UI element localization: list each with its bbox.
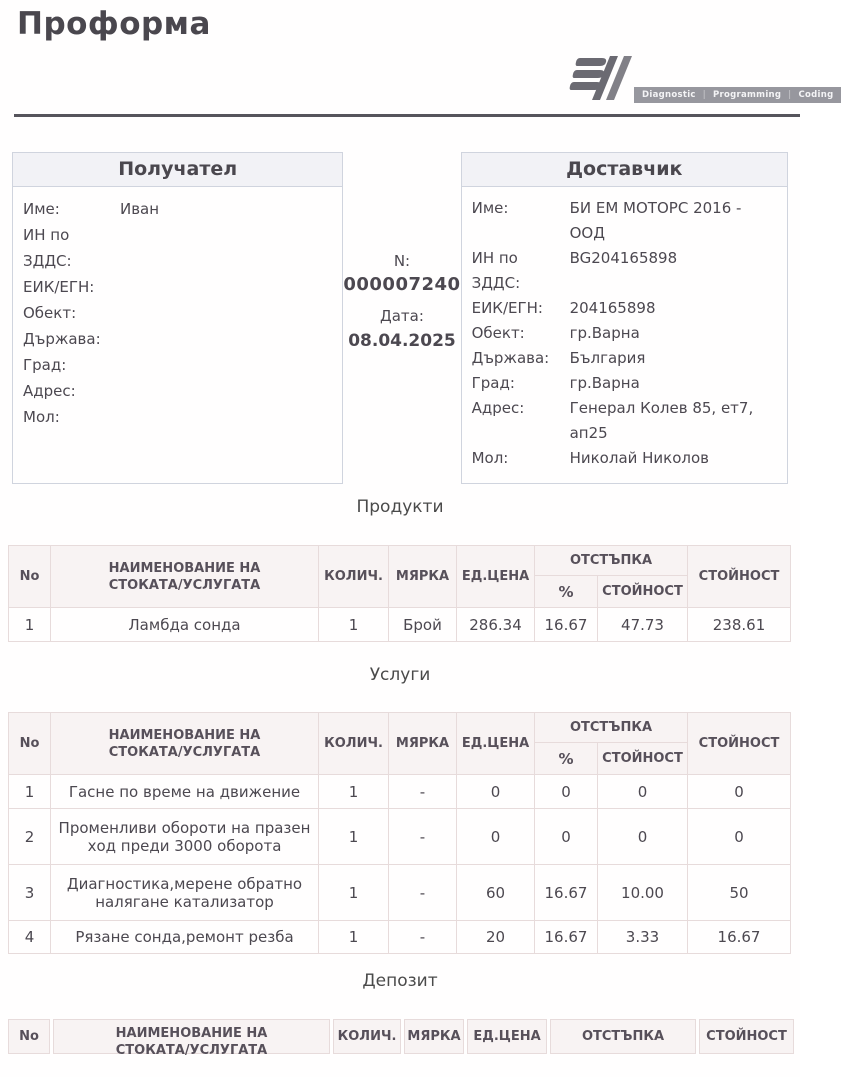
col-unit-label: МЯРКА bbox=[407, 1029, 461, 1044]
cell-price: 60 bbox=[457, 865, 535, 921]
cell-total: 50 bbox=[688, 865, 791, 921]
supplier-fields bbox=[462, 187, 787, 483]
col-name-line1: НАИМЕНОВАНИЕ НА bbox=[108, 727, 261, 743]
field-label: Мол: bbox=[23, 408, 60, 426]
field-label: Държава: bbox=[471, 349, 550, 367]
field-value: гр.Варна bbox=[569, 324, 640, 342]
cell-total: 0 bbox=[688, 809, 791, 865]
field-row bbox=[23, 222, 336, 274]
table-row bbox=[9, 921, 791, 954]
cell-disc: 3.33 bbox=[598, 921, 688, 954]
col-price: ЕД.ЦЕНА bbox=[457, 713, 535, 775]
cell-disc: 47.73 bbox=[598, 608, 688, 642]
cell-total: 16.67 bbox=[688, 921, 791, 954]
col-name-line1: НАИМЕНОВАНИЕ НА bbox=[108, 560, 261, 576]
col-unit: МЯРКА bbox=[389, 713, 457, 775]
cell-unit: - bbox=[389, 921, 457, 954]
cell-qty: 1 bbox=[319, 921, 389, 954]
col-name-line1: НАИМЕНОВАНИЕ НА bbox=[115, 1026, 268, 1041]
field-label: ИН по ЗДДС: bbox=[471, 249, 521, 292]
col-total: СТОЙНОСТ bbox=[688, 546, 791, 608]
field-label: Адрес: bbox=[23, 382, 76, 400]
col-no bbox=[8, 1019, 50, 1054]
field-row bbox=[472, 296, 781, 321]
field-label: Мол: bbox=[471, 449, 509, 467]
cell-no: 4 bbox=[9, 921, 51, 954]
cell-pct: 0 bbox=[535, 809, 598, 865]
col-qty: КОЛИЧ. bbox=[319, 713, 389, 775]
field-value: Николай Николов bbox=[569, 449, 710, 467]
field-row bbox=[472, 371, 781, 396]
table-row bbox=[9, 775, 791, 809]
col-name bbox=[53, 1019, 330, 1058]
field-row bbox=[472, 196, 781, 246]
col-discount-pct: % bbox=[535, 743, 598, 775]
cell-disc: 0 bbox=[598, 775, 688, 809]
tagline-item: Diagnostic bbox=[642, 90, 696, 100]
field-label: ИН по ЗДДС: bbox=[23, 226, 72, 270]
cell-qty: 1 bbox=[319, 809, 389, 865]
col-price: ЕД.ЦЕНА bbox=[457, 546, 535, 608]
col-qty: КОЛИЧ. bbox=[319, 546, 389, 608]
recipient-fields bbox=[13, 187, 342, 442]
col-no: No bbox=[9, 546, 51, 608]
cell-disc: 10.00 bbox=[598, 865, 688, 921]
col-discount-group: ОТСТЪПКА bbox=[535, 713, 688, 743]
col-discount bbox=[550, 1019, 696, 1054]
field-row bbox=[23, 326, 336, 352]
field-value: Иван bbox=[120, 200, 160, 218]
field-label: Обект: bbox=[471, 324, 525, 342]
field-row bbox=[23, 274, 336, 300]
field-row bbox=[23, 352, 336, 378]
products-heading: Продукти bbox=[356, 497, 444, 517]
col-qty bbox=[333, 1019, 401, 1054]
tagline-item: Coding bbox=[798, 90, 834, 100]
field-label: ЕИК/ЕГН: bbox=[471, 299, 543, 317]
tagline-separator: | bbox=[788, 90, 792, 100]
cell-name: Диагностика,мерене обратно налягане катализатор bbox=[51, 865, 319, 921]
col-discount-group: ОТСТЪПКА bbox=[535, 546, 688, 576]
supplier-box bbox=[461, 152, 788, 484]
table-row bbox=[9, 865, 791, 921]
field-label: Държава: bbox=[23, 330, 101, 348]
col-name-line2: СТОКАТА/УСЛУГАТА bbox=[115, 1042, 268, 1058]
field-row bbox=[472, 446, 781, 471]
col-price-label: ЕД.ЦЕНА bbox=[473, 1029, 541, 1044]
col-unit: МЯРКА bbox=[389, 546, 457, 608]
field-value: Генерал Колев 85, ет7, ап25 bbox=[569, 399, 754, 442]
services-table bbox=[8, 712, 791, 954]
col-total bbox=[699, 1019, 794, 1054]
cell-pct: 16.67 bbox=[535, 608, 598, 642]
doc-date-label: Дата: bbox=[380, 307, 424, 325]
field-value: България bbox=[569, 349, 646, 367]
cell-name: Ламбда сонда bbox=[51, 608, 319, 642]
supplier-title: Доставчик bbox=[462, 153, 787, 187]
field-row bbox=[472, 396, 781, 446]
cell-total: 0 bbox=[688, 775, 791, 809]
col-name-line2: СТОКАТА/УСЛУГАТА bbox=[108, 577, 261, 593]
table-row bbox=[9, 608, 791, 642]
col-discount-value: СТОЙНОСТ bbox=[598, 576, 688, 608]
col-no: No bbox=[9, 713, 51, 775]
cell-no: 1 bbox=[9, 608, 51, 642]
cell-price: 0 bbox=[457, 809, 535, 865]
cell-name: Променливи обороти на празен ход преди 3000 оборота bbox=[51, 809, 319, 865]
col-discount-label: ОТСТЪПКА bbox=[581, 1029, 665, 1044]
field-row bbox=[472, 321, 781, 346]
cell-price: 286.34 bbox=[457, 608, 535, 642]
col-no-label: No bbox=[19, 1029, 39, 1044]
field-label: Име: bbox=[23, 200, 60, 218]
col-name bbox=[51, 546, 319, 608]
cell-unit: - bbox=[389, 775, 457, 809]
tagline-separator: | bbox=[702, 90, 706, 100]
field-value: 204165898 bbox=[569, 299, 656, 317]
products-table bbox=[8, 545, 791, 642]
col-qty-label: КОЛИЧ. bbox=[337, 1029, 397, 1044]
deposit-table bbox=[5, 1019, 797, 1058]
field-value: БИ ЕМ МОТОРС 2016 - ООД bbox=[569, 199, 742, 242]
cell-no: 1 bbox=[9, 775, 51, 809]
cell-price: 0 bbox=[457, 775, 535, 809]
col-name-label bbox=[56, 1026, 327, 1058]
field-label: Град: bbox=[23, 356, 67, 374]
cell-pct: 0 bbox=[535, 775, 598, 809]
field-row bbox=[23, 196, 336, 222]
cell-qty: 1 bbox=[319, 775, 389, 809]
cell-pct: 16.67 bbox=[535, 865, 598, 921]
cell-qty: 1 bbox=[319, 865, 389, 921]
company-logo bbox=[558, 52, 834, 108]
col-unit bbox=[404, 1019, 464, 1054]
cell-disc: 0 bbox=[598, 809, 688, 865]
doc-number-label: N: bbox=[393, 252, 411, 270]
cell-name: Рязане сонда,ремонт резба bbox=[51, 921, 319, 954]
col-total: СТОЙНОСТ bbox=[688, 713, 791, 775]
cell-unit: - bbox=[389, 865, 457, 921]
col-discount-value: СТОЙНОСТ bbox=[598, 743, 688, 775]
field-row bbox=[23, 300, 336, 326]
cell-no: 3 bbox=[9, 865, 51, 921]
cell-unit: Брой bbox=[389, 608, 457, 642]
cell-name: Гасне по време на движение bbox=[51, 775, 319, 809]
field-label: Град: bbox=[471, 374, 515, 392]
col-discount-pct: % bbox=[535, 576, 598, 608]
document-meta bbox=[343, 152, 460, 484]
field-label: Адрес: bbox=[471, 399, 525, 417]
field-value: BG204165898 bbox=[569, 249, 678, 267]
col-price bbox=[467, 1019, 547, 1054]
doc-number: 000007240 bbox=[343, 274, 461, 295]
field-row bbox=[23, 378, 336, 404]
cell-no: 2 bbox=[9, 809, 51, 865]
recipient-title: Получател bbox=[13, 153, 342, 187]
field-label: Име: bbox=[471, 199, 509, 217]
table-row bbox=[9, 809, 791, 865]
field-row bbox=[472, 246, 781, 296]
field-value: гр.Варна bbox=[569, 374, 640, 392]
cell-price: 20 bbox=[457, 921, 535, 954]
services-heading: Услуги bbox=[369, 665, 431, 685]
logo-tagline bbox=[634, 87, 841, 103]
tagline-item: Programming bbox=[712, 90, 782, 100]
field-row bbox=[472, 346, 781, 371]
recipient-box bbox=[12, 152, 343, 484]
deposit-heading: Депозит bbox=[362, 971, 438, 991]
page-title: Проформа bbox=[17, 6, 211, 42]
cell-unit: - bbox=[389, 809, 457, 865]
field-row bbox=[23, 404, 336, 430]
doc-date: 08.04.2025 bbox=[348, 331, 456, 351]
col-total-label: СТОЙНОСТ bbox=[706, 1029, 787, 1044]
parties-section bbox=[12, 152, 788, 484]
col-name bbox=[51, 713, 319, 775]
col-name-line2: СТОКАТА/УСЛУГАТА bbox=[108, 744, 261, 760]
header-divider bbox=[14, 114, 800, 117]
field-label: Обект: bbox=[23, 304, 77, 322]
cell-total: 238.61 bbox=[688, 608, 791, 642]
cell-pct: 16.67 bbox=[535, 921, 598, 954]
cell-qty: 1 bbox=[319, 608, 389, 642]
field-label: ЕИК/ЕГН: bbox=[23, 278, 95, 296]
bm-logo-icon bbox=[566, 52, 632, 108]
